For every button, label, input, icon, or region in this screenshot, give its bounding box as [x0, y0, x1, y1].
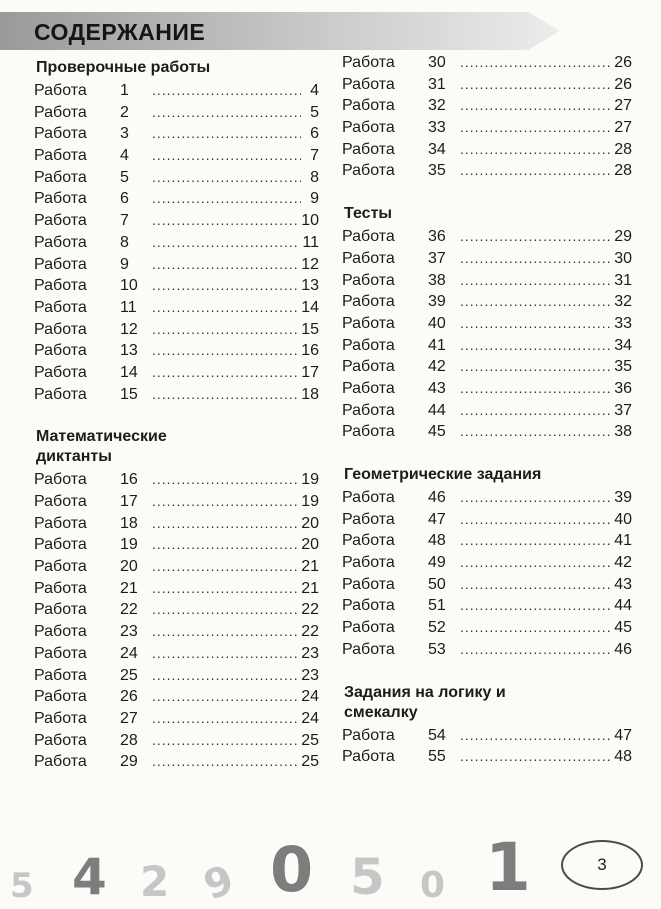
toc-entry[interactable] [34, 123, 319, 145]
entry-label: Работа [342, 162, 395, 180]
dot-leader [460, 270, 612, 292]
entry-label: Работа [342, 726, 395, 744]
entry-number: 9 [120, 255, 129, 273]
entry-label: Работа [342, 75, 395, 93]
dot-leader [152, 254, 299, 276]
entry-page: 24 [301, 688, 319, 706]
entry-number: 46 [428, 489, 446, 506]
toc-entry[interactable] [34, 534, 319, 556]
dot-leader [460, 421, 612, 443]
entry-page: 10 [301, 212, 319, 230]
entry-number: 48 [428, 532, 446, 550]
toc-left-column [34, 58, 319, 773]
dot-leader [152, 621, 299, 643]
dot-leader [152, 362, 299, 384]
entry-number: 5 [120, 168, 129, 186]
section-title: Тесты [344, 205, 393, 223]
dot-leader [460, 160, 612, 182]
entry-page: 16 [301, 342, 319, 360]
entry-page: 12 [301, 255, 319, 273]
toc-entry[interactable] [342, 574, 632, 596]
entry-number: 30 [428, 54, 446, 71]
entry-page: 32 [614, 293, 632, 311]
entry-number: 43 [428, 379, 446, 397]
entry-number: 31 [428, 75, 446, 93]
toc-entry[interactable] [34, 188, 319, 210]
entry-label: Работа [34, 493, 87, 510]
entry-page: 14 [301, 298, 319, 316]
entry-number: 14 [120, 363, 138, 381]
entry-page: 28 [614, 162, 632, 180]
entry-label: Работа [34, 320, 87, 338]
toc-entry[interactable] [34, 362, 319, 384]
toc-entry[interactable] [34, 102, 319, 124]
dot-leader [152, 643, 299, 665]
entry-page: 9 [310, 190, 319, 208]
toc-entry[interactable] [342, 552, 632, 574]
decorative-digit: 9 [197, 856, 240, 909]
entry-label: Работа [342, 228, 395, 246]
dot-leader [152, 145, 301, 167]
entry-page: 18 [301, 385, 319, 403]
dot-leader [152, 80, 301, 102]
entry-number: 36 [428, 228, 446, 246]
dot-leader [460, 291, 612, 313]
toc-entry[interactable] [342, 248, 632, 270]
entry-label: Работа [342, 748, 395, 766]
entry-label: Работа [34, 233, 87, 251]
dot-leader [152, 232, 300, 254]
entry-page: 34 [614, 336, 632, 354]
dot-leader [152, 578, 299, 600]
entry-page: 6 [310, 125, 319, 143]
entry-number: 45 [428, 423, 446, 441]
entry-label: Работа [34, 536, 87, 554]
entry-page: 26 [614, 54, 632, 71]
entry-label: Работа [34, 190, 87, 208]
entry-label: Работа [34, 277, 87, 295]
decorative-digit: 1 [485, 829, 531, 906]
entry-number: 55 [428, 748, 446, 766]
entry-label: Работа [34, 82, 87, 99]
entry-page: 22 [301, 623, 319, 641]
entry-label: Работа [34, 623, 87, 641]
toc-entry[interactable] [34, 319, 319, 341]
page-number: 3 [597, 855, 607, 874]
entry-page: 28 [614, 140, 632, 158]
entry-label: Работа [342, 489, 395, 506]
toc-entry[interactable] [34, 297, 319, 319]
entry-page: 39 [614, 489, 632, 506]
toc-entry[interactable] [342, 226, 632, 248]
entry-page: 45 [614, 619, 632, 637]
entry-number: 10 [120, 277, 138, 295]
entry-label: Работа [342, 379, 395, 397]
entry-number: 26 [120, 688, 138, 706]
section-spacer [342, 182, 632, 204]
entry-page: 25 [301, 753, 319, 771]
dot-leader [460, 487, 612, 509]
entry-page: 11 [302, 233, 319, 251]
dot-leader [152, 167, 301, 189]
entry-page: 37 [614, 401, 632, 419]
dot-leader [152, 275, 299, 297]
section-title: Геометрические задания [344, 466, 542, 483]
entry-number: 20 [120, 558, 138, 576]
decorative-digit: 0 [270, 833, 314, 906]
toc-entry[interactable] [342, 160, 632, 182]
entry-page: 19 [301, 493, 319, 510]
entry-number: 7 [120, 212, 129, 230]
dot-leader [152, 686, 299, 708]
entry-number: 12 [120, 320, 138, 338]
dot-leader [152, 599, 299, 621]
decorative-digit: 5 [10, 866, 34, 906]
entry-number: 4 [120, 147, 129, 165]
entry-page: 41 [614, 532, 632, 550]
section-spacer [34, 405, 319, 427]
toc-entry[interactable] [34, 578, 319, 600]
entry-number: 13 [120, 342, 138, 360]
toc-right-column [342, 52, 632, 768]
entry-number: 11 [120, 298, 137, 316]
dot-leader [152, 210, 299, 232]
dot-leader [460, 335, 612, 357]
entry-page: 47 [614, 726, 632, 744]
page-title: СОДЕРЖАНИЕ [34, 19, 206, 45]
entry-number: 35 [428, 162, 446, 180]
toc-entry[interactable] [342, 400, 632, 422]
entry-number: 18 [120, 514, 138, 532]
toc-entry[interactable] [34, 708, 319, 730]
entry-label: Работа [34, 579, 87, 597]
dot-leader [460, 226, 612, 248]
toc-entry[interactable] [342, 595, 632, 617]
entry-number: 22 [120, 601, 138, 619]
dot-leader [460, 74, 612, 96]
toc-entry[interactable] [342, 639, 632, 661]
entry-label: Работа [34, 342, 87, 360]
toc-entry[interactable] [342, 530, 632, 552]
section-title: Проверочные работы [36, 59, 211, 76]
entry-page: 38 [614, 423, 632, 441]
dot-leader [460, 746, 612, 768]
section-title: Задания на логику и смекалку [344, 683, 506, 721]
entry-number: 54 [428, 726, 446, 744]
entry-number: 53 [428, 640, 446, 658]
dot-leader [152, 665, 299, 687]
decorative-digit: 0 [420, 865, 446, 906]
dot-leader [152, 708, 299, 730]
toc-entry[interactable] [342, 746, 632, 768]
dot-leader [152, 123, 301, 145]
toc-entry[interactable] [342, 52, 632, 74]
toc-entry[interactable] [34, 210, 319, 232]
entry-number: 15 [120, 385, 138, 403]
entry-number: 2 [120, 103, 129, 121]
dot-leader [460, 617, 612, 639]
dot-leader [460, 248, 612, 270]
entry-number: 21 [120, 579, 138, 597]
entry-page: 5 [310, 103, 319, 121]
entry-label: Работа [34, 147, 87, 165]
entry-label: Работа [342, 575, 395, 593]
toc-entry[interactable] [342, 74, 632, 96]
entry-page: 35 [614, 358, 632, 376]
entry-number: 1 [120, 82, 129, 99]
toc-entry[interactable] [34, 730, 319, 752]
entry-label: Работа [34, 125, 87, 143]
entry-number: 34 [428, 140, 446, 158]
entry-label: Работа [34, 709, 87, 727]
entry-page: 33 [614, 314, 632, 332]
entry-label: Работа [34, 753, 87, 771]
entry-label: Работа [34, 601, 87, 619]
entry-page: 23 [301, 666, 319, 684]
entry-page: 26 [614, 75, 632, 93]
entry-number: 19 [120, 536, 138, 554]
entry-page: 22 [301, 601, 319, 619]
entry-label: Работа [34, 731, 87, 749]
toc-entry[interactable] [34, 686, 319, 708]
toc-entry[interactable] [34, 491, 319, 513]
toc-entry[interactable] [342, 270, 632, 292]
toc-entry[interactable] [342, 487, 632, 509]
dot-leader [152, 513, 299, 535]
dot-leader [152, 751, 299, 773]
toc-entry[interactable] [34, 621, 319, 643]
entry-number: 28 [120, 731, 138, 749]
dot-leader [460, 574, 612, 596]
dot-leader [460, 530, 612, 552]
dot-leader [460, 509, 612, 531]
entry-number: 32 [428, 97, 446, 115]
dot-leader [152, 340, 299, 362]
entry-number: 25 [120, 666, 138, 684]
entry-number: 44 [428, 401, 446, 419]
entry-label: Работа [34, 168, 87, 186]
entry-page: 44 [614, 597, 632, 615]
dot-leader [152, 384, 299, 406]
decorative-digit: 5 [350, 848, 385, 906]
entry-number: 40 [428, 314, 446, 332]
toc-entry[interactable] [34, 599, 319, 621]
toc-entry[interactable] [34, 275, 319, 297]
toc-entry[interactable] [342, 139, 632, 161]
entry-number: 23 [120, 623, 138, 641]
entry-number: 37 [428, 249, 446, 267]
toc-entry[interactable] [342, 313, 632, 335]
dot-leader [460, 725, 612, 747]
entry-number: 17 [120, 493, 138, 510]
entry-page: 24 [301, 709, 319, 727]
dot-leader [460, 552, 612, 574]
entry-label: Работа [342, 119, 395, 137]
dot-leader [460, 139, 612, 161]
toc-entry[interactable] [34, 384, 319, 406]
entry-page: 23 [301, 644, 319, 662]
toc-entry[interactable] [34, 643, 319, 665]
entry-label: Работа [342, 597, 395, 615]
section-spacer [342, 443, 632, 465]
entry-label: Работа [34, 298, 87, 316]
toc-entry[interactable] [34, 80, 319, 102]
entry-label: Работа [34, 688, 87, 706]
toc-entry[interactable] [34, 513, 319, 535]
entry-page: 20 [301, 536, 319, 554]
entry-label: Работа [342, 97, 395, 115]
entry-label: Работа [34, 103, 87, 121]
entry-number: 29 [120, 753, 138, 771]
entry-page: 15 [301, 320, 319, 338]
toc-entry[interactable] [34, 469, 319, 491]
toc-entry[interactable] [342, 291, 632, 313]
entry-page: 27 [614, 97, 632, 115]
entry-label: Работа [342, 249, 395, 267]
toc-entry[interactable] [342, 617, 632, 639]
dot-leader [152, 469, 299, 491]
toc-entry[interactable] [34, 665, 319, 687]
entry-number: 39 [428, 293, 446, 311]
entry-label: Работа [342, 271, 395, 289]
entry-page: 40 [614, 510, 632, 528]
entry-number: 8 [120, 233, 129, 251]
entry-label: Работа [342, 314, 395, 332]
entry-number: 33 [428, 119, 446, 137]
entry-page: 43 [614, 575, 632, 593]
toc-entry[interactable] [342, 335, 632, 357]
decorative-digit: 2 [140, 857, 170, 906]
entry-number: 3 [120, 125, 129, 143]
dot-leader [152, 730, 299, 752]
dot-leader [152, 102, 301, 124]
entry-label: Работа [342, 336, 395, 354]
toc-entry[interactable] [34, 167, 319, 189]
entry-page: 36 [614, 379, 632, 397]
dot-leader [152, 556, 299, 578]
entry-label: Работа [342, 423, 395, 441]
entry-label: Работа [342, 640, 395, 658]
entry-label: Работа [34, 363, 87, 381]
entry-page: 19 [301, 471, 319, 489]
page-number-badge [561, 840, 643, 890]
entry-page: 4 [310, 82, 319, 99]
dot-leader [152, 319, 299, 341]
dot-leader [460, 378, 612, 400]
entry-number: 41 [428, 336, 446, 354]
entry-number: 38 [428, 271, 446, 289]
dot-leader [460, 117, 612, 139]
entry-label: Работа [34, 644, 87, 662]
section-title: Математические диктанты [36, 428, 167, 466]
entry-label: Работа [342, 532, 395, 550]
entry-label: Работа [342, 554, 395, 572]
toc-entry[interactable] [34, 232, 319, 254]
toc-entry[interactable] [34, 254, 319, 276]
entry-number: 24 [120, 644, 138, 662]
entry-page: 21 [301, 579, 319, 597]
entry-number: 49 [428, 554, 446, 572]
entry-label: Работа [342, 140, 395, 158]
toc-entry[interactable] [342, 95, 632, 117]
entry-page: 29 [614, 228, 632, 246]
entry-number: 47 [428, 510, 446, 528]
entry-page: 17 [301, 363, 319, 381]
entry-page: 27 [614, 119, 632, 137]
entry-page: 20 [301, 514, 319, 532]
dot-leader [460, 52, 612, 74]
entry-page: 31 [614, 271, 632, 289]
dot-leader [152, 297, 299, 319]
toc-entry[interactable] [342, 378, 632, 400]
dot-leader [460, 639, 612, 661]
toc-entry[interactable] [342, 421, 632, 443]
entry-label: Работа [34, 514, 87, 532]
decorative-digits [10, 829, 560, 909]
dot-leader [460, 400, 612, 422]
entry-label: Работа [34, 471, 87, 489]
entry-label: Работа [342, 54, 395, 71]
entry-page: 7 [310, 147, 319, 165]
dot-leader [152, 534, 299, 556]
toc-entry[interactable] [34, 340, 319, 362]
entry-page: 42 [614, 554, 632, 572]
entry-label: Работа [342, 401, 395, 419]
dot-leader [460, 95, 612, 117]
toc-entry[interactable] [34, 145, 319, 167]
entry-number: 27 [120, 709, 138, 727]
entry-label: Работа [34, 558, 87, 576]
entry-label: Работа [342, 293, 395, 311]
entry-page: 46 [614, 640, 632, 658]
entry-label: Работа [34, 212, 87, 230]
entry-number: 6 [120, 190, 129, 208]
section-spacer [342, 661, 632, 683]
toc-entry[interactable] [342, 509, 632, 531]
entry-label: Работа [34, 255, 87, 273]
entry-number: 52 [428, 619, 446, 637]
toc-entry[interactable] [342, 725, 632, 747]
entry-page: 48 [614, 748, 632, 766]
dot-leader [152, 491, 299, 513]
entry-number: 51 [428, 597, 446, 615]
entry-number: 42 [428, 358, 446, 376]
dot-leader [152, 188, 301, 210]
entry-page: 30 [614, 249, 632, 267]
entry-page: 8 [310, 168, 319, 186]
entry-number: 16 [120, 471, 138, 489]
dot-leader [460, 595, 612, 617]
dot-leader [460, 313, 612, 335]
entry-page: 13 [301, 277, 319, 295]
entry-label: Работа [342, 510, 395, 528]
toc-entry[interactable] [34, 751, 319, 773]
toc-entry[interactable] [342, 117, 632, 139]
toc-entry[interactable] [34, 556, 319, 578]
entry-page: 25 [301, 731, 319, 749]
entry-label: Работа [34, 385, 87, 403]
entry-page: 21 [301, 558, 319, 576]
dot-leader [460, 356, 612, 378]
entry-label: Работа [342, 619, 395, 637]
toc-entry[interactable] [342, 356, 632, 378]
entry-label: Работа [34, 666, 87, 684]
entry-label: Работа [342, 358, 395, 376]
decorative-digit: 4 [72, 848, 107, 906]
entry-number: 50 [428, 575, 446, 593]
